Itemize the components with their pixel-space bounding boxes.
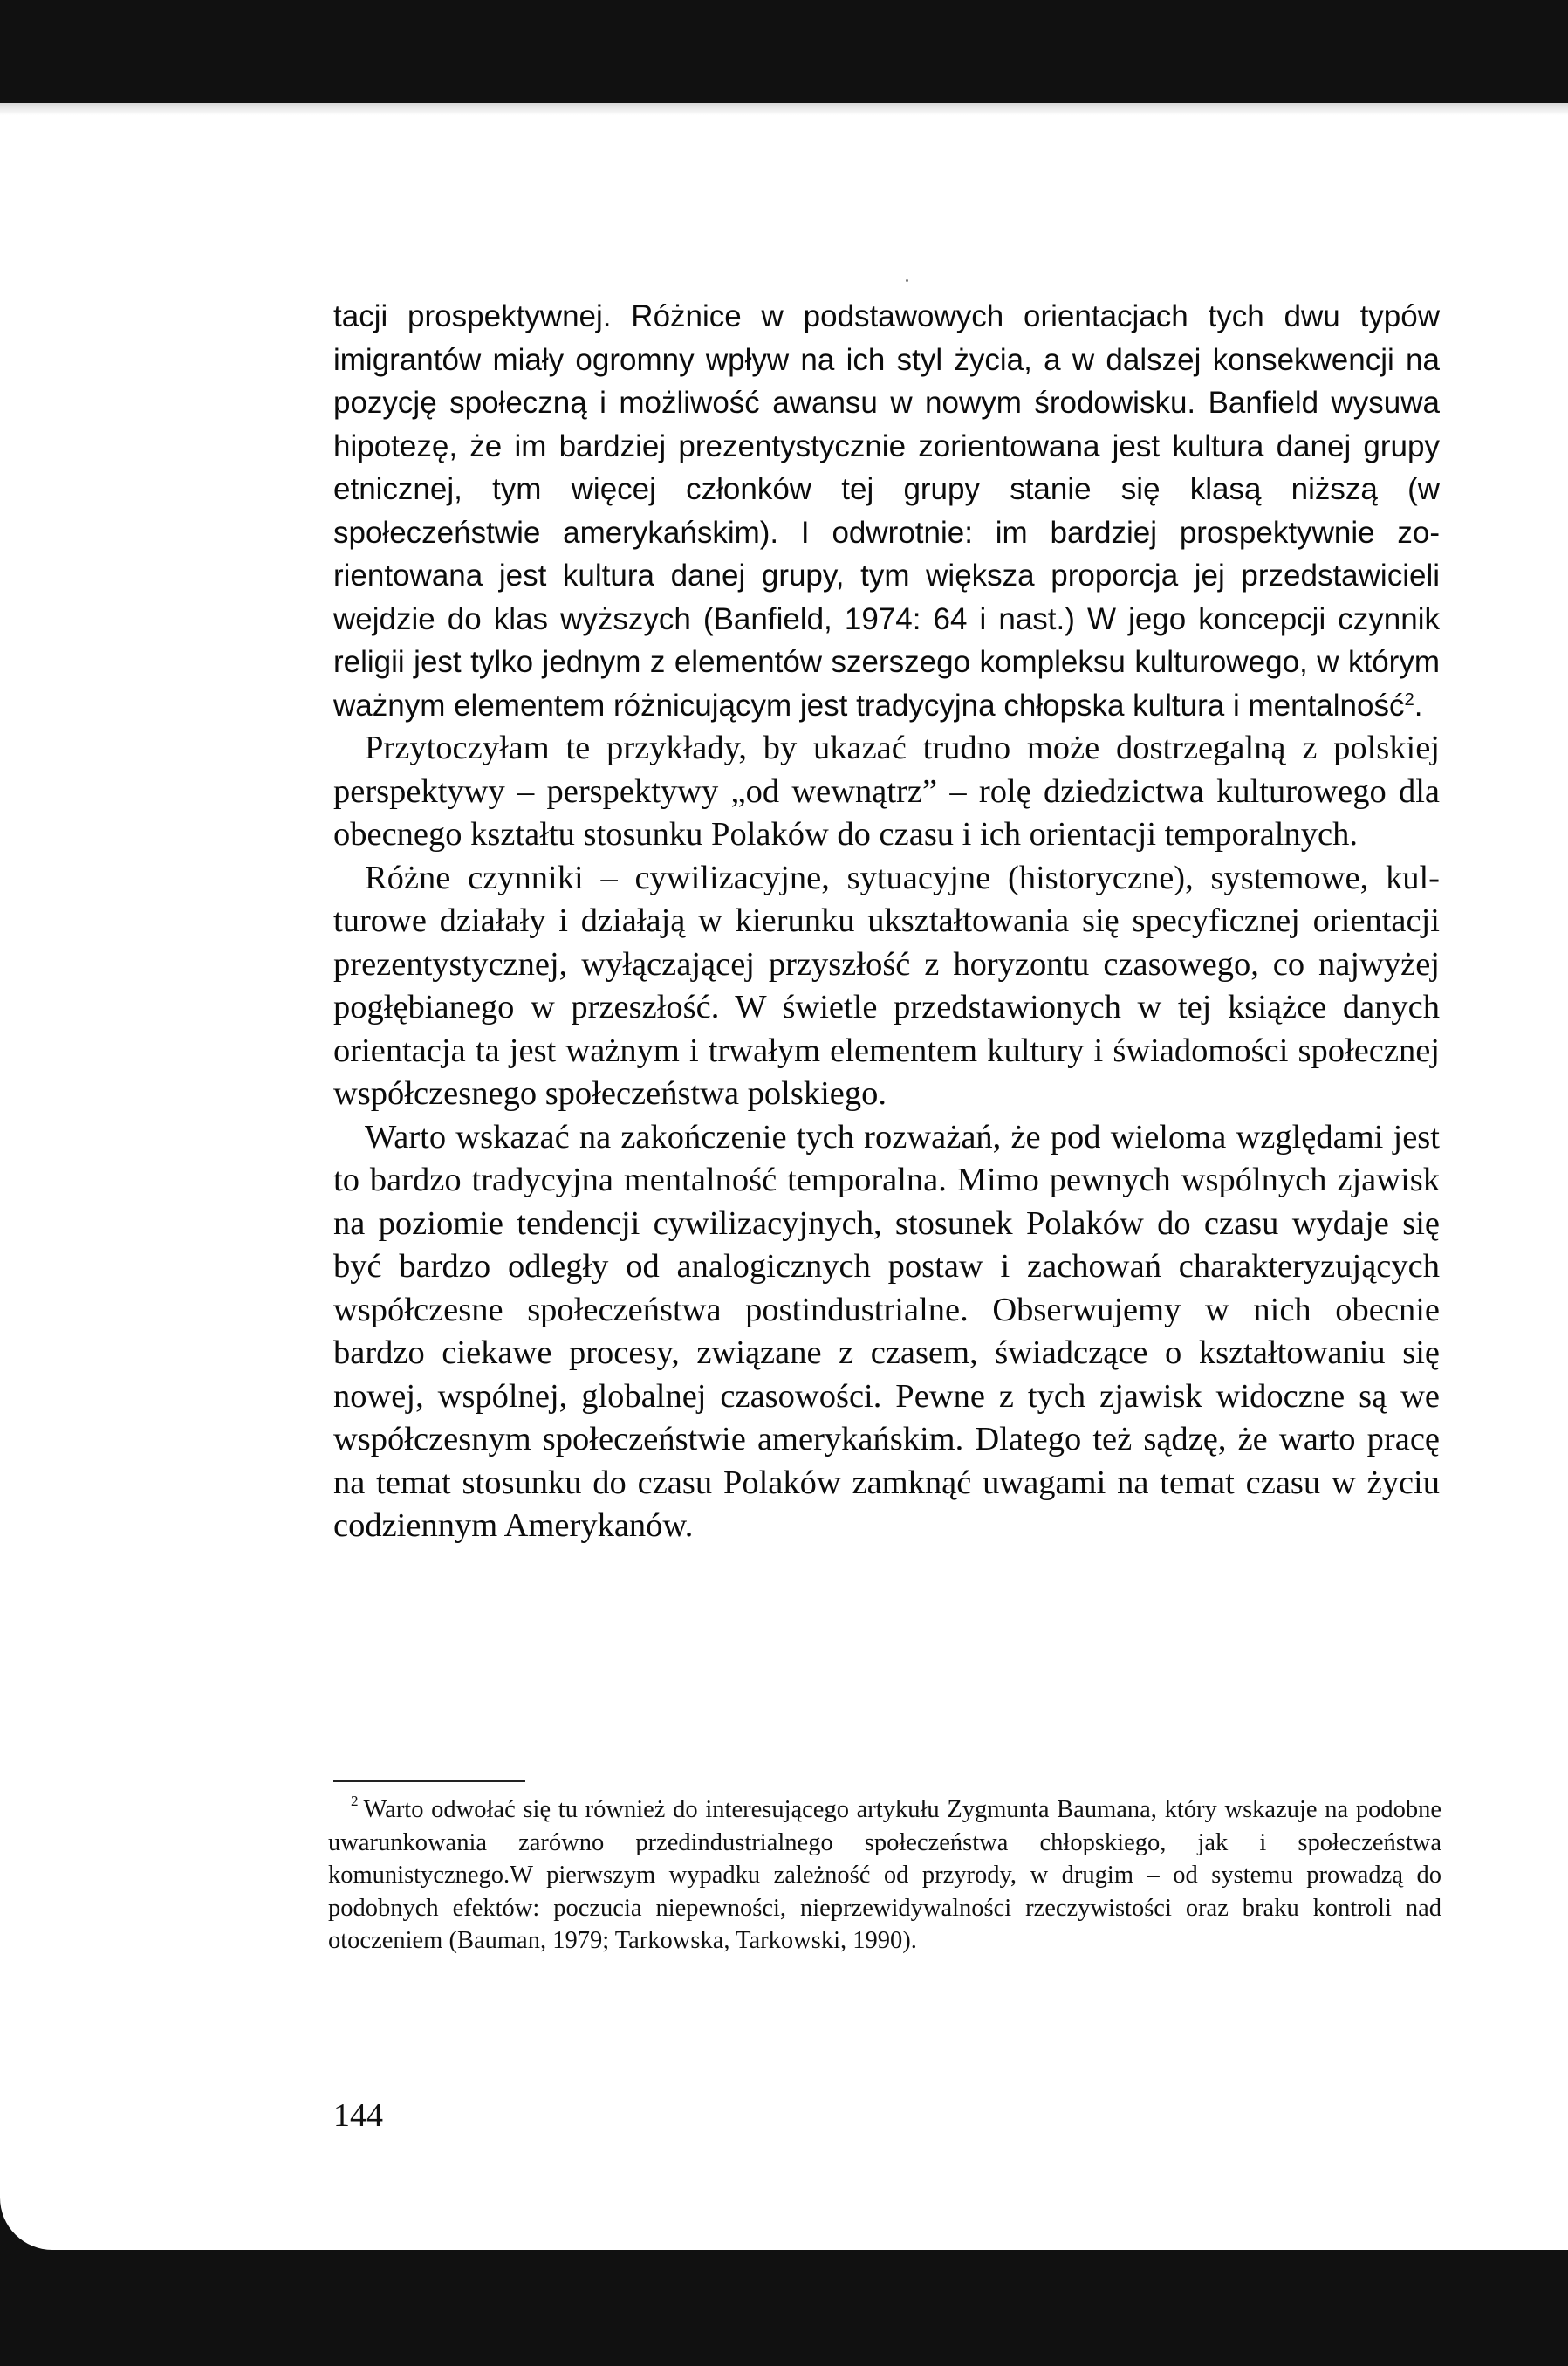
paragraph-3: Różne czynniki – cywilizacyjne, sytuacyjne (historyczne), systemowe, kulturowe działały i działają w kierunku ukształtowania się specyficznej orientacji prezentystycznej, wyłączającej przyszłość z horyzontu czasowego, co najwyżej pogłębianego w przeszłość. W świetle przedstawionych w tej książce danych orientacja ta jest ważnym i trwałym elementem kultury i świadomości społecznej współczesnego społeczeństwa polskiego. (333, 859, 1440, 1112)
scan-speck (906, 279, 908, 282)
page-edge-shadow (0, 103, 1568, 115)
paragraph-1-text: tacji prospektywnej. Różnice w podstawowych orientacjach tych dwu typów imigrantów miały ogromny wpływ na ich styl życia, a w dalszej konsekwencji na pozycję społeczną i możliwość awansu w nowym środowisku. Banfield wysuwa hipotezę, że im bardziej prezentystycznie zorientowana jest kultura danej grupy etnicznej, tym więcej członków tej grupy stanie się klasą niższą (w społeczeństwie amerykańskim). I odwrotnie: im bardziej prospektywnie zorientowana jest kultura danej grupy, tym większa proporcja jej przedstawicieli wejdzie do klas wyższych (Banfield, 1974: 64 i nast.) W jego koncepcji czynnik religii jest tylko jednym z elementów szerszego kompleksu kulturowego, w którym ważnym elementem różnicującym jest tradycyjna chłopska kultura i mentalność (333, 299, 1440, 723)
paragraph-1-tail: . (1414, 688, 1423, 723)
footnote-reference: 2 (1404, 689, 1414, 710)
footnote-marker: 2 (351, 1793, 359, 1810)
paragraph-4: Warto wskazać na zakończenie tych rozważań, że pod wieloma względami jest to bardzo tradycyjna mentalność temporalna. Mimo pewnych wspólnych zjawisk na poziomie tendencji cywilizacyjnych, stosunek Polaków do czasu wydaje się być bardzo odległy od analogicznych postaw i zachowań charakteryzujących współczesne społeczeństwa postindustrialne. Obserwujemy w nich obecnie bardzo ciekawe procesy, związane z czasem, świadczące o kształtowaniu się nowej, wspólnej, globalnej czasowości. Pewne z tych zjawisk widoczne są we współczesnym społeczeństwie amerykańskim. Dlatego też sądzę, że warto pracę na temat stosunku do czasu Polaków zamknąć uwagami na temat czasu w życiu codziennym Amerykanów. (333, 1118, 1440, 1544)
footnote-separator (333, 1780, 525, 1782)
main-text (333, 295, 1440, 1548)
footnote (328, 1793, 1441, 1958)
footnote-text: Warto odwołać się tu również do interesującego artykułu Zygmunta Baumana, który wskazuje na podobne uwarunkowania zarówno przedindustrialnego społeczeństwa chłopskiego, jak i społeczeństwa komunistycznego.W pierwszym wypadku zależność od przyrody, w drugim – od systemu prowadzą do podobnych efektów: poczucia niepewności, nieprzewidywalności rzeczywistości oraz braku kontroli nad otoczeniem (Bauman, 1979; Tarkowska, Tarkowski, 1990). (328, 1796, 1441, 1954)
page-number: 144 (333, 2097, 383, 2134)
paragraph-2: Przytoczyłam te przykłady, by ukazać trudno może dostrzegalną z polskiej perspektywy – perspektywy „od wewnątrz” – rolę dziedzictwa kulturowego dla obecnego kształtu stosunku Polaków do czasu i ich orientacji temporalnych. (333, 730, 1440, 853)
paragraph-1 (333, 295, 1440, 727)
